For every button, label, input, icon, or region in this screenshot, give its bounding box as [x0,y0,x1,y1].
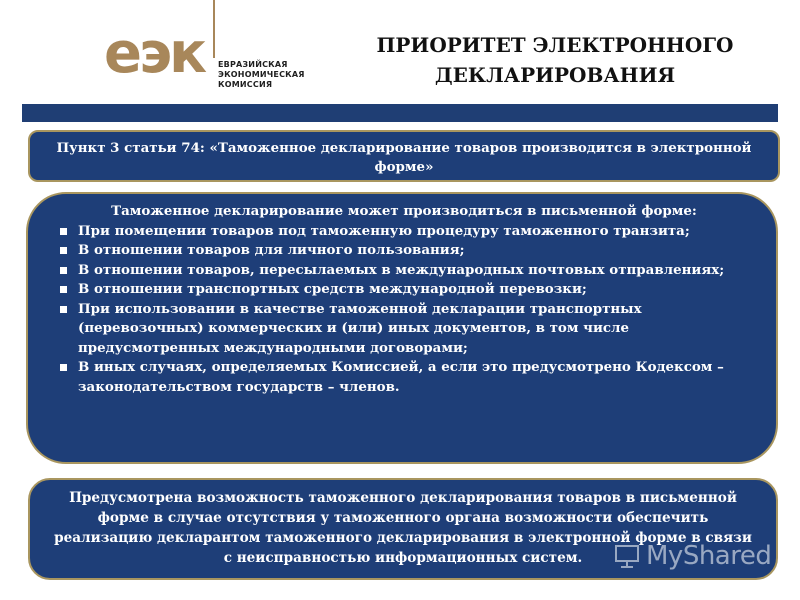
written-form-cases-box [26,192,778,464]
slide-title: ПРИОРИТЕТ ЭЛЕКТРОННОГО ДЕКЛАРИРОВАНИЯ [376,33,734,87]
list-item [58,241,750,261]
paper-declaration-note-text: Предусмотрена возможность таможенного декларирования товаров в письменной форме в случае отсутствия у таможенного органа возможности обеспечить реализацию декларантом таможенного декларирования в электронной форме в связи с неисправностью информационных систем. [54,490,752,566]
article-quote-box [28,130,780,182]
list-item [58,280,750,300]
eek-logo-mark: еэк [104,21,205,86]
myshared-watermark [614,540,771,572]
eek-logo-text: ЕВРАЗИЙСКАЯ ЭКОНОМИЧЕСКАЯ КОМИССИЯ [218,60,305,89]
list-item-text: При использовании в качестве таможенной декларации транспортных (перевозочных) коммерческих и (или) иных документов, в том числе предусмотренных международными договорами; [78,300,642,356]
cases-list [58,222,750,398]
list-item [58,358,750,397]
logo-divider [213,0,215,58]
list-item-text: При помещении товаров под таможенную процедуру таможенного транзита; [78,222,690,239]
article-quote-text: Пункт 3 статьи 74: «Таможенное декларирование товаров производится в электронной форме» [56,140,752,175]
watermark-text: MyShared [646,541,772,571]
square-bullet-icon [60,247,67,254]
square-bullet-icon [60,228,67,235]
header-bar [22,104,778,122]
list-item-text: В отношении товаров для личного пользования; [78,242,465,258]
list-item [58,300,750,359]
list-item [58,222,750,242]
presentation-icon [614,543,640,569]
list-item-text: В иных случаях, определяемых Комиссией, а если это предусмотрено Кодексом – законодательством государств – членов. [78,359,724,395]
square-bullet-icon [60,306,67,313]
square-bullet-icon [60,364,67,371]
list-item [58,261,750,281]
list-item-text: В отношении товаров, пересылаемых в международных почтовых отправлениях; [78,261,725,278]
square-bullet-icon [60,267,67,274]
list-item-text: В отношении транспортных средств международной перевозки; [78,281,587,297]
cases-heading: Таможенное декларирование может производиться в письменной форме: [111,203,697,219]
square-bullet-icon [60,286,67,293]
